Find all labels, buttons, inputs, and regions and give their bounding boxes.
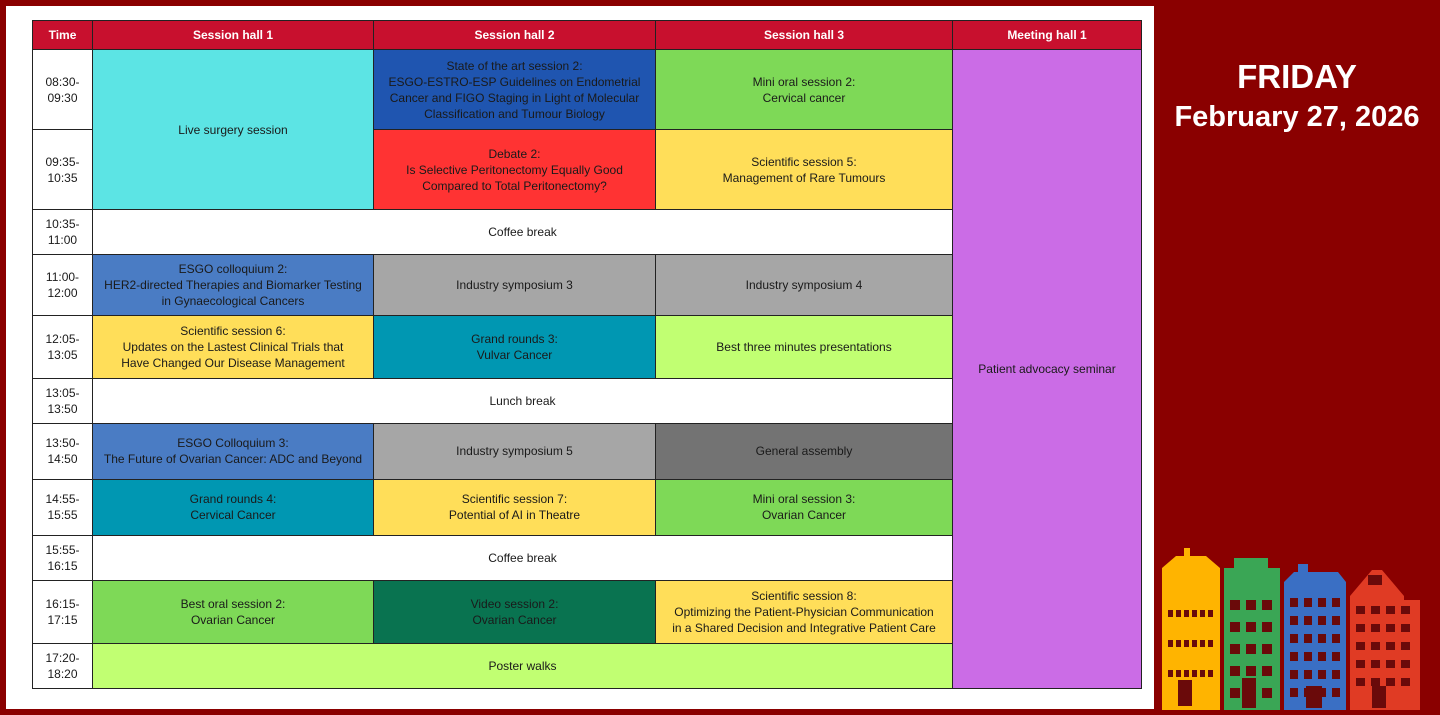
house-window (1371, 642, 1380, 650)
session-text: in a Shared Decision and Integrative Patient Care (672, 620, 936, 635)
house-window (1304, 616, 1312, 625)
session-text: The Future of Ovarian Cancer: ADC and Beyond (103, 452, 363, 467)
time-cell (33, 479, 93, 535)
house-window (1332, 652, 1340, 661)
house-window (1318, 670, 1326, 679)
time-text: 18:20 (47, 666, 78, 681)
schedule-body (33, 50, 1142, 689)
session-cell (374, 255, 656, 316)
house-window (1262, 600, 1272, 610)
session-text: HER2-directed Therapies and Biomarker Testing (104, 278, 362, 293)
session-text: Industry symposium 3 (456, 278, 573, 293)
house-window (1332, 634, 1340, 643)
time-text: 16:15 (47, 558, 78, 573)
day-title: FRIDAY (1237, 58, 1357, 95)
time-cell (33, 378, 93, 423)
house-window (1200, 640, 1205, 647)
house-window (1246, 644, 1256, 654)
house-window (1332, 598, 1340, 607)
house-door (1372, 686, 1386, 708)
house-window (1200, 610, 1205, 617)
house-window (1262, 688, 1272, 698)
house-window (1176, 670, 1181, 677)
town-houses-illustration (1158, 540, 1438, 712)
session-cell (374, 130, 656, 210)
house-window (1304, 652, 1312, 661)
table-row (33, 50, 1142, 130)
col-header-session-hall-3: Session hall 3 (656, 21, 953, 50)
house-window (1176, 640, 1181, 647)
time-text: 11:00 (47, 233, 78, 248)
session-cell (374, 316, 656, 378)
house-window (1246, 622, 1256, 632)
session-text: Ovarian Cancer (190, 612, 276, 627)
date-title: February 27, 2026 (1174, 101, 1420, 133)
session-text: Vulvar Cancer (476, 347, 553, 362)
session-text: ESGO Colloquium 3: (177, 436, 289, 451)
time-cell (33, 130, 93, 210)
session-text: Is Selective Peritonectomy Equally Good (406, 162, 623, 177)
time-text: 12:00 (47, 286, 78, 301)
house-window (1401, 642, 1410, 650)
session-text: Classification and Tumour Biology (424, 106, 605, 121)
time-text: 10:35- (45, 217, 80, 232)
session-cell (93, 580, 374, 643)
house-window (1168, 670, 1173, 677)
session-cell (93, 643, 953, 688)
house-window (1290, 634, 1298, 643)
house-window (1318, 598, 1326, 607)
time-text: 13:50- (45, 436, 80, 451)
session-text: Ovarian Cancer (472, 612, 557, 627)
house-window (1368, 575, 1382, 585)
session-cell (374, 580, 656, 643)
session-cell (374, 423, 656, 479)
time-cell (33, 535, 93, 580)
house-door (1178, 680, 1192, 706)
house-window (1290, 616, 1298, 625)
session-text: Industry symposium 4 (745, 278, 863, 293)
house-window (1230, 666, 1240, 676)
time-text: 15:55- (45, 542, 80, 557)
session-text: Scientific session 6: (180, 323, 286, 338)
time-text: 14:50 (47, 452, 78, 467)
time-text: 10:35 (47, 170, 78, 185)
house-window (1230, 622, 1240, 632)
house-window (1332, 670, 1340, 679)
house-window (1386, 642, 1395, 650)
house-window (1290, 688, 1298, 697)
house-window (1304, 634, 1312, 643)
house-window (1184, 670, 1189, 677)
time-text: 13:50 (47, 401, 78, 416)
time-cell (33, 210, 93, 255)
time-text: 14:55- (45, 492, 80, 507)
house-window (1386, 606, 1395, 614)
session-text: State of the art session 2: (446, 58, 583, 73)
house-window (1401, 624, 1410, 632)
session-text: Management of Rare Tumours (722, 170, 886, 185)
session-text: Cervical Cancer (190, 508, 276, 523)
session-text: ESGO-ESTRO-ESP Guidelines on Endometrial (388, 74, 641, 89)
house-window (1184, 640, 1189, 647)
session-cell (656, 423, 953, 479)
session-cell (953, 50, 1142, 689)
col-header-time: Time (33, 21, 93, 50)
house-window (1262, 644, 1272, 654)
session-text: ESGO colloquium 2: (178, 262, 288, 277)
house-window (1230, 644, 1240, 654)
time-text: 12:05- (45, 331, 80, 346)
session-cell (374, 50, 656, 130)
session-text: Scientific session 7: (461, 492, 568, 507)
house-window (1192, 640, 1197, 647)
time-cell (33, 50, 93, 130)
time-cell (33, 580, 93, 643)
session-cell (93, 479, 374, 535)
time-text: 09:30 (47, 90, 78, 105)
house-window (1332, 616, 1340, 625)
house-window (1401, 678, 1410, 686)
house-window (1304, 598, 1312, 607)
house-window (1371, 624, 1380, 632)
session-text: Video session 2: (470, 596, 559, 611)
session-cell (656, 316, 953, 378)
header-row (33, 21, 1142, 50)
session-text: Debate 2: (488, 146, 541, 161)
session-text: Best oral session 2: (180, 596, 286, 611)
session-text: Poster walks (488, 658, 557, 673)
house-window (1262, 622, 1272, 632)
session-text: Mini oral session 3: (752, 492, 856, 507)
house-window (1318, 652, 1326, 661)
house-window (1192, 610, 1197, 617)
session-text: Compared to Total Peritonectomy? (422, 178, 607, 193)
time-cell (33, 643, 93, 688)
house-window (1184, 610, 1189, 617)
house-window (1230, 600, 1240, 610)
house-window (1371, 660, 1380, 668)
house-window (1386, 624, 1395, 632)
session-cell (656, 130, 953, 210)
house-window (1192, 670, 1197, 677)
session-text: Updates on the Lastest Clinical Trials that (122, 339, 344, 354)
time-cell (33, 255, 93, 316)
session-cell (374, 479, 656, 535)
house-door (1306, 686, 1322, 708)
house-window (1371, 678, 1380, 686)
house-window (1401, 660, 1410, 668)
session-text: in Gynaecological Cancers (161, 294, 305, 309)
house-window (1208, 640, 1213, 647)
house-window (1356, 642, 1365, 650)
session-text: Grand rounds 4: (189, 492, 277, 507)
house-window (1356, 678, 1365, 686)
session-text: Optimizing the Patient-Physician Communication (674, 604, 934, 619)
session-cell (93, 255, 374, 316)
house-window (1386, 660, 1395, 668)
session-text: Ovarian Cancer (761, 508, 847, 523)
time-cell (33, 423, 93, 479)
session-text: Mini oral session 2: (752, 74, 856, 89)
session-text: Industry symposium 5 (456, 444, 573, 459)
house-window (1318, 616, 1326, 625)
col-header-session-hall-2: Session hall 2 (374, 21, 656, 50)
house-window (1386, 678, 1395, 686)
session-cell (93, 535, 953, 580)
session-cell (656, 255, 953, 316)
session-text: Grand rounds 3: (471, 331, 558, 346)
house-window (1262, 666, 1272, 676)
session-text: Scientific session 8: (751, 588, 857, 603)
session-text: Cancer and FIGO Staging in Light of Molecular (389, 90, 640, 105)
session-cell (93, 50, 374, 210)
col-header-meeting-hall-1: Meeting hall 1 (953, 21, 1142, 50)
house-window (1246, 600, 1256, 610)
session-cell (656, 50, 953, 130)
session-text: Lunch break (489, 393, 556, 408)
house-window (1401, 606, 1410, 614)
house-window (1290, 652, 1298, 661)
house-window (1200, 670, 1205, 677)
session-text: General assembly (755, 444, 853, 459)
house-window (1332, 688, 1340, 697)
house-window (1230, 688, 1240, 698)
house-window (1208, 610, 1213, 617)
house-door (1242, 678, 1256, 708)
time-cell (33, 316, 93, 378)
house-window (1290, 598, 1298, 607)
house-window (1304, 670, 1312, 679)
house-window (1208, 670, 1213, 677)
session-cell (93, 423, 374, 479)
session-cell (656, 580, 953, 643)
time-text: 13:05- (45, 385, 80, 400)
session-cell (656, 479, 953, 535)
col-header-session-hall-1: Session hall 1 (93, 21, 374, 50)
time-text: 15:55 (47, 508, 78, 523)
house-window (1176, 610, 1181, 617)
house-window (1168, 610, 1173, 617)
session-cell (93, 316, 374, 378)
session-text: Coffee break (488, 550, 557, 565)
schedule-table (32, 20, 1142, 689)
house-window (1356, 606, 1365, 614)
house-window (1371, 606, 1380, 614)
session-text: Live surgery session (178, 122, 288, 137)
session-cell (93, 378, 953, 423)
session-text: Patient advocacy seminar (978, 362, 1116, 376)
time-text: 17:20- (45, 650, 80, 665)
session-text: Cervical cancer (762, 90, 846, 105)
house-window (1356, 660, 1365, 668)
time-text: 09:35- (45, 154, 80, 169)
session-text: Have Changed Our Disease Management (121, 355, 345, 370)
house-window (1168, 640, 1173, 647)
house-window (1290, 670, 1298, 679)
session-cell (93, 210, 953, 255)
house-window (1246, 666, 1256, 676)
session-text: Scientific session 5: (751, 154, 857, 169)
session-text: Coffee break (488, 225, 557, 240)
session-text: Best three minutes presentations (716, 339, 892, 354)
house-window (1356, 624, 1365, 632)
time-text: 11:00- (45, 270, 80, 285)
session-text: Potential of AI in Theatre (448, 508, 581, 523)
time-text: 16:15- (45, 596, 80, 611)
time-text: 13:05 (47, 347, 78, 362)
time-text: 17:15 (47, 612, 78, 627)
house-window (1318, 634, 1326, 643)
time-text: 08:30- (45, 74, 80, 89)
